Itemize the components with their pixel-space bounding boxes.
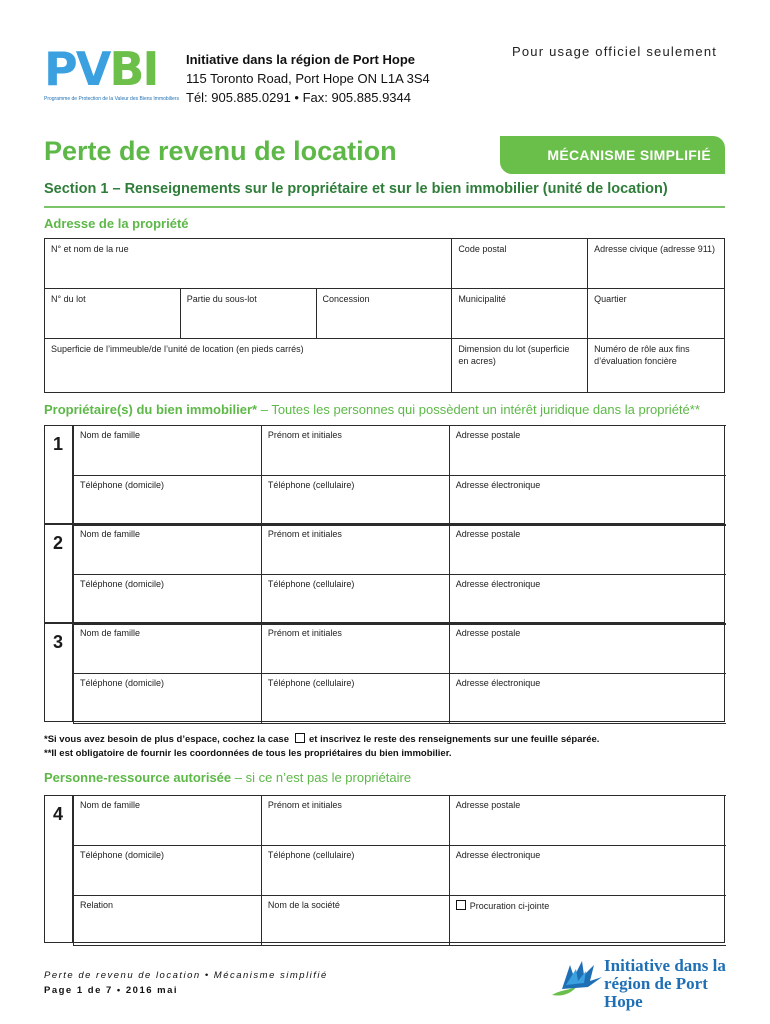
form-title: Perte de revenu de location [44,136,397,166]
postal-label: Adresse postale [455,529,521,539]
owner-email-field[interactable] [449,575,726,625]
owner-1-block [44,425,725,524]
pvbi-logo [44,42,179,108]
org-contact: Tél: 905.885.0291 • Fax: 905.885.9344 [186,90,411,105]
contact-home-phone-field[interactable] [74,846,262,896]
contact-relation-field[interactable] [74,896,262,946]
owner-first-name-field[interactable] [261,426,449,476]
lot-size-field[interactable] [452,339,588,393]
contact-company-field[interactable] [261,896,449,946]
owner-last-name-field[interactable] [74,525,262,575]
lot-size-label: Dimension du lot (superficie en acres) [458,344,570,366]
org-name: Initiative dans la région de Port Hope [186,52,415,67]
property-heading: Adresse de la propriété [44,216,189,231]
cell-phone-label: Téléphone (cellulaire) [267,480,355,490]
contact-number: 4 [45,796,73,942]
page-number: Page 1 de 7 • 2016 mai [44,985,179,996]
owner-email-field[interactable] [449,674,726,724]
owner-cell-phone-field[interactable] [261,674,449,724]
last-name-label: Nom de famille [80,628,141,638]
owner-number: 2 [45,525,73,622]
roll-number-label: Numéro de rôle aux fins d’évaluation foncière [594,344,690,366]
postal-code-field[interactable] [452,239,588,289]
relation-label: Relation [80,900,114,910]
postal-code-label: Code postal [458,244,507,254]
owner-postal-field[interactable] [449,426,726,476]
extra-space-note-b: et inscrivez le reste des renseignements sur une feuille séparée. [309,734,600,745]
section-divider [44,206,725,208]
proxy-field [449,896,726,946]
municipality-label: Municipalité [458,294,506,304]
footer-logo-text [604,957,728,1011]
postal-label: Adresse postale [455,430,521,440]
owner-email-field[interactable] [449,476,726,526]
org-address: 115 Toronto Road, Port Hope ON L1A 3S4 [186,71,430,86]
proxy-checkbox[interactable] [456,900,466,910]
last-name-label: Nom de famille [80,529,141,539]
street-label: N° et nom de la rue [51,244,129,254]
proxy-label: Procuration ci-jointe [469,901,550,911]
contact-heading-note: – si ce n’est pas le propriétaire [231,770,412,785]
municipality-field[interactable] [452,289,588,339]
last-name-label: Nom de famille [80,800,141,810]
logo-letters: PVBI [44,42,158,96]
owner-number: 3 [45,624,73,721]
contact-heading [44,770,411,785]
section1-title: Section 1 – Renseignements sur le propriétaire et sur le bien immobilier (unité de location) [44,181,668,197]
contact-postal-field[interactable] [449,796,726,846]
owner-home-phone-field[interactable] [74,674,262,724]
area-label: Superficie de l’immeuble/de l’unité de location (en pieds carrés) [51,344,304,354]
first-name-label: Prénom et initiales [267,529,342,539]
leaf-icon [548,955,608,1001]
home-phone-label: Téléphone (domicile) [80,678,165,688]
org-block [186,50,430,107]
cell-phone-label: Téléphone (cellulaire) [267,678,355,688]
postal-label: Adresse postale [455,800,521,810]
owner-first-name-field[interactable] [261,525,449,575]
extra-space-note-a: *Si vous avez besoin de plus d’espace, cochez la case [44,734,289,745]
concession-label: Concession [322,294,370,304]
owner-home-phone-field[interactable] [74,476,262,526]
civic-address-label: Adresse civique (adresse 911) [594,244,716,254]
first-name-label: Prénom et initiales [267,628,342,638]
home-phone-label: Téléphone (domicile) [80,579,165,589]
owner-postal-field[interactable] [449,624,726,674]
property-table [44,238,725,393]
port-hope-initiative-logo [548,955,728,1011]
contact-person-block [44,795,725,943]
sublot-label: Partie du sous-lot [186,294,257,304]
badge-text: MÉCANISME SIMPLIFIÉ [547,147,711,163]
first-name-label: Prénom et initiales [267,800,342,810]
contact-heading-title: Personne-ressource autorisée [44,770,232,785]
quarter-label: Quartier [594,294,627,304]
owner-last-name-field[interactable] [74,624,262,674]
email-label: Adresse électronique [455,480,541,490]
concession-field[interactable] [316,289,452,339]
owner-cell-phone-field[interactable] [261,575,449,625]
footer-title: Perte de revenu de location • Mécanisme simplifié [44,970,328,981]
owner-3-block [44,623,725,722]
footer-logo-line2: région de Port Hope [604,974,708,1011]
civic-address-field[interactable] [588,239,725,289]
email-label: Adresse électronique [455,579,541,589]
contact-email-field[interactable] [449,846,726,896]
contact-last-name-field[interactable] [74,796,262,846]
lot-field[interactable] [45,289,181,339]
official-use-label: Pour usage officiel seulement [512,44,718,59]
owners-heading-note: – Toutes les personnes qui possèdent un intérêt juridique dans la propriété** [257,402,700,417]
contact-cell-phone-field[interactable] [261,846,449,896]
owner-2-block [44,524,725,623]
street-field[interactable] [45,239,452,289]
logo-tagline: Programme de Protection de la Valeur des Biens Immobiliers [44,96,179,102]
owner-home-phone-field[interactable] [74,575,262,625]
owner-number: 1 [45,426,73,523]
first-name-label: Prénom et initiales [267,430,342,440]
owner-postal-field[interactable] [449,525,726,575]
owner-first-name-field[interactable] [261,624,449,674]
home-phone-label: Téléphone (domicile) [80,480,165,490]
extra-space-note [44,733,599,745]
simplified-badge [500,136,725,174]
owners-heading [44,402,700,417]
cell-phone-label: Téléphone (cellulaire) [267,850,355,860]
email-label: Adresse électronique [455,850,541,860]
mandatory-note: **Il est obligatoire de fournir les coordonnées de tous les propriétaires du bien immobilier. [44,748,452,759]
email-label: Adresse électronique [455,678,541,688]
page-footer [44,968,328,998]
owners-heading-title: Propriétaire(s) du bien immobilier* [44,402,258,417]
owner-last-name-field[interactable] [74,426,262,476]
home-phone-label: Téléphone (domicile) [80,850,165,860]
extra-space-checkbox[interactable] [295,733,305,743]
owner-cell-phone-field[interactable] [261,476,449,526]
sublot-field[interactable] [180,289,316,339]
quarter-field[interactable] [588,289,725,339]
cell-phone-label: Téléphone (cellulaire) [267,579,355,589]
contact-first-name-field[interactable] [261,796,449,846]
roll-number-field[interactable] [588,339,725,393]
postal-label: Adresse postale [455,628,521,638]
lot-label: N° du lot [51,294,86,304]
company-label: Nom de la société [267,900,340,910]
last-name-label: Nom de famille [80,430,141,440]
area-field[interactable] [45,339,452,393]
footer-logo-line1: Initiative dans la [604,956,726,975]
